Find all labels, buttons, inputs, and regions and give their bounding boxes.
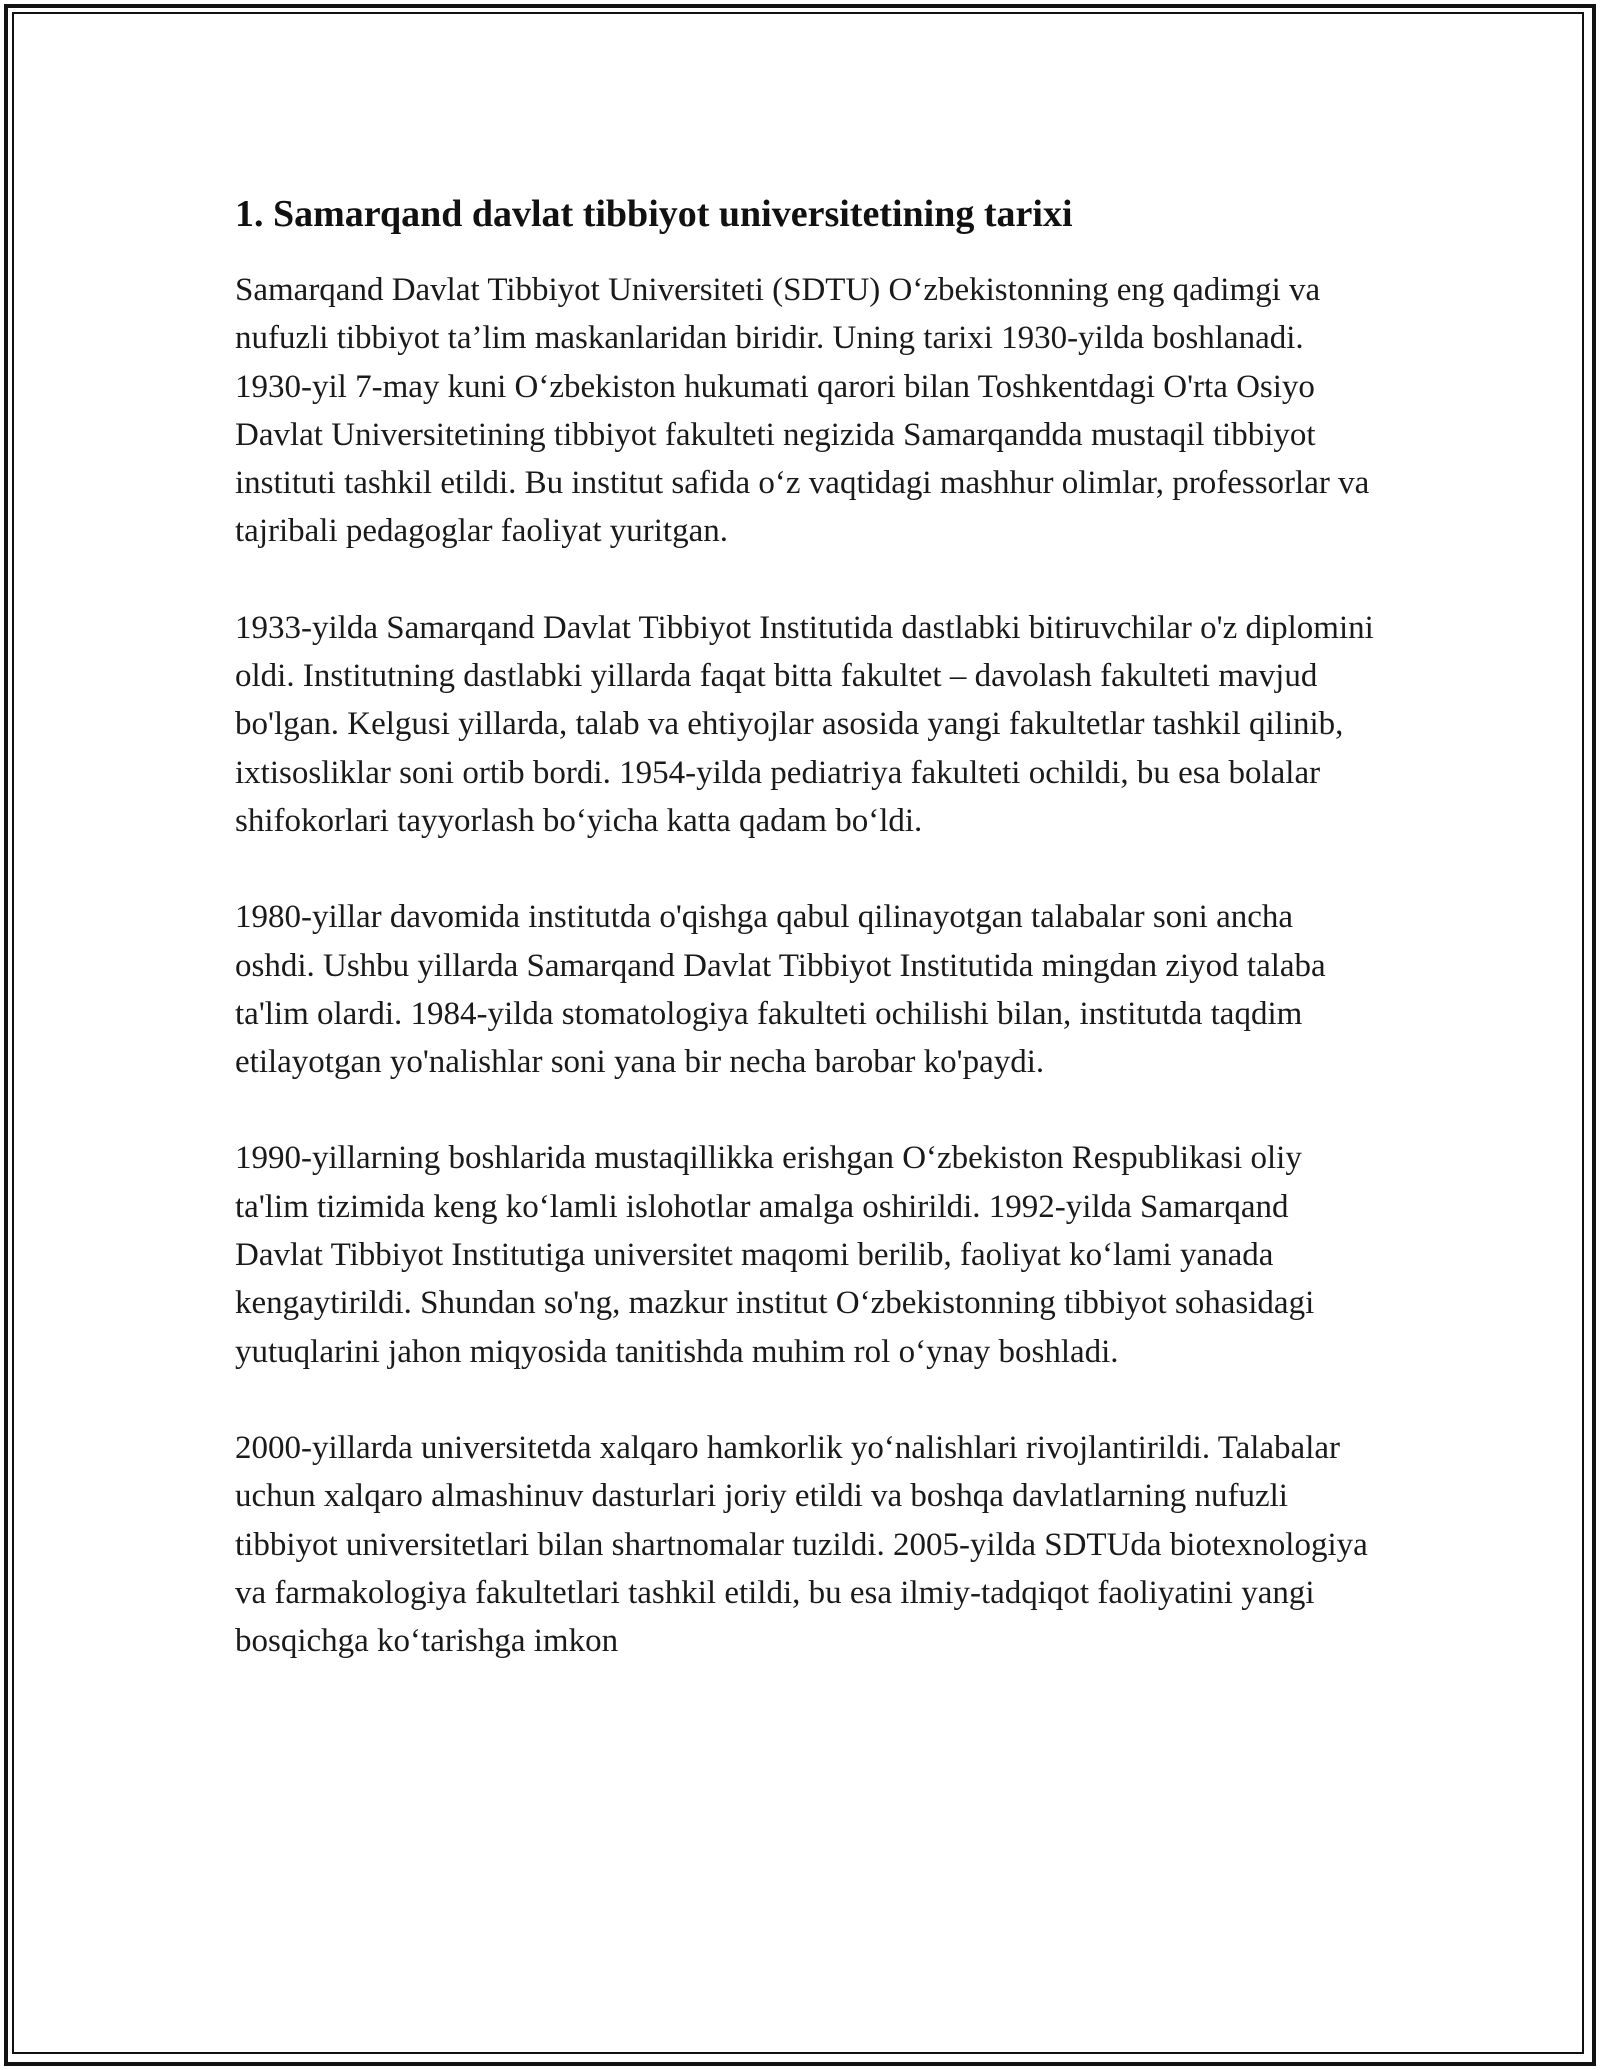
paragraph-2: 1933-yilda Samarqand Davlat Tibbiyot Institutida dastlabki bitiruvchilar o'z diplomini oldi. Institutning dastlabki yillarda faqat bitta fakultet – davolash fakulteti mavjud bo'lgan. Kelgusi yillarda, talab va ehtiyojlar asosida yangi fakultetlar tashkil qilinib, ixtisosliklar soni ortib bordi. 1954-yilda pediatriya fakulteti ochildi, bu esa bolalar shifokorlari tayyorlash bo‘yicha katta qadam bo‘ldi. [235, 609, 1374, 839]
document-body [235, 188, 1375, 1713]
section-heading: 1. Samarqand davlat tibbiyot universitetining tarixi [235, 193, 1073, 235]
paragraph-1: Samarqand Davlat Tibbiyot Universiteti (SDTU) O‘zbekistonning eng qadimgi va nufuzli tibbiyot ta’lim maskanlaridan biridir. Uning tarixi 1930-yilda boshlanadi. 1930-yil 7-may kuni O‘zbekiston hukumati qarori bilan Toshkentdagi O'rta Osiyo Davlat Universitetining tibbiyot fakulteti negizida Samarqandda mustaqil tibbiyot instituti tashkil etildi. Bu institut safida o‘z vaqtidagi mashhur olimlar, professorlar va tajribali pedagoglar faoliyat yuritgan. [235, 272, 1370, 550]
paragraph-4: 1990-yillarning boshlarida mustaqillikka erishgan O‘zbekiston Respublikasi oliy ta'lim tizimida keng ko‘lamli islohotlar amalga oshirildi. 1992-yilda Samarqand Davlat Tibbiyot Institutiga universitet maqomi berilib, faoliyat ko‘lami yanada kengaytirildi. Shundan so'ng, mazkur institut O‘zbekistonning tibbiyot sohasidagi yutuqlarini jahon miqyosida tanitishda muhim rol o‘ynay boshladi. [235, 1140, 1315, 1370]
paragraph-5: 2000-yillarda universitetda xalqaro hamkorlik yo‘nalishlari rivojlantirildi. Talabalar uchun xalqaro almashinuv dasturlari joriy etildi va boshqa davlatlarning nufuzli tibbiyot universitetlari bilan shartnomalar tuzildi. 2005-yilda SDTUda biotexnologiya va farmakologiya fakultetlari tashkil etildi, bu esa ilmiy-tadqiqot faoliyatini yangi bosqichga ko‘tarishga imkon [235, 1429, 1368, 1660]
paragraph-3: 1980-yillar davomida institutda o'qishga qabul qilinayotgan talabalar soni ancha oshdi. Ushbu yillarda Samarqand Davlat Tibbiyot Institutida mingdan ziyod talaba ta'lim olardi. 1984-yilda stomatologiya fakulteti ochilishi bilan, institutda taqdim etilayotgan yo'nalishlar soni yana bir necha barobar ko'paydi. [235, 899, 1326, 1081]
